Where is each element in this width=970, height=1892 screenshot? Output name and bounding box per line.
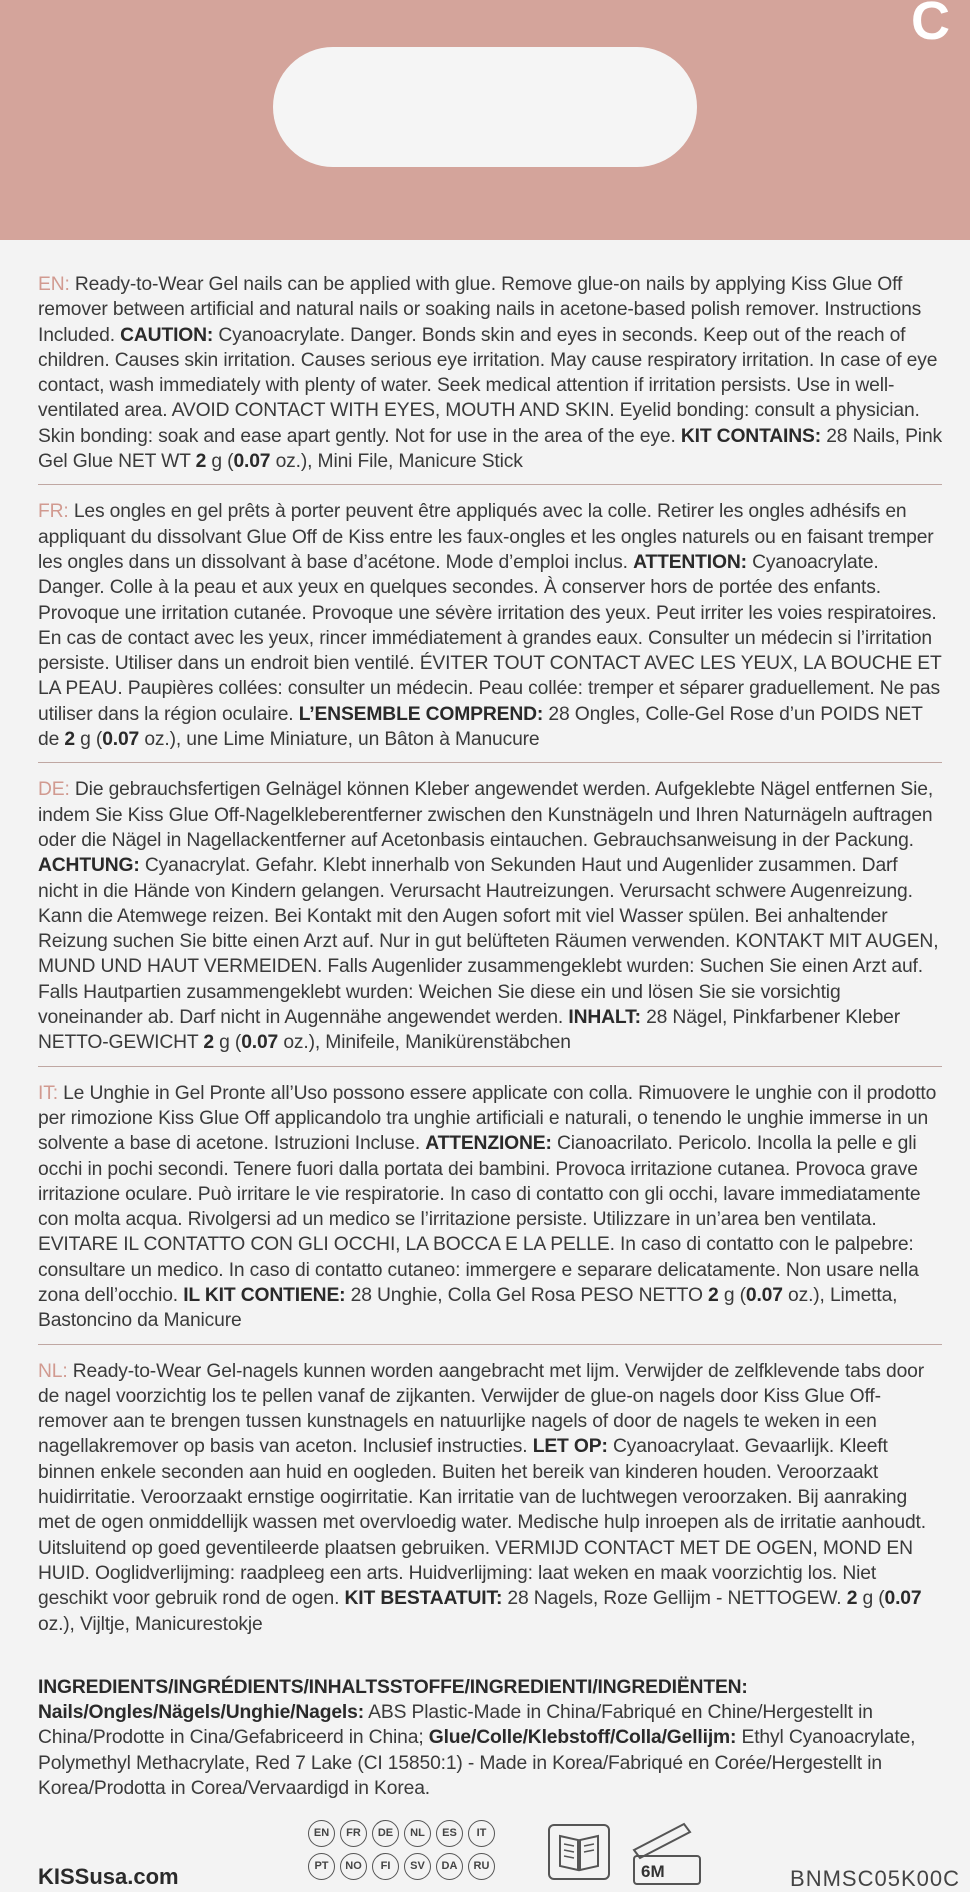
hang-hole [273, 47, 697, 167]
ingredients-block [38, 1675, 942, 1801]
text-segment: g ( [718, 1284, 746, 1306]
language-badge: NO [340, 1853, 367, 1880]
text-segment: Cyanacrylat. Gefahr. Klebt innerhalb von Sekunden Haut und Augenlider zusammen. Darf nicht in die Hände von Kindern gelangen. Verursacht Hautreizungen. Verursacht schwere Augenreizung. Kann die Atemwege reizen. Bei Kontakt mit den Augen sofort mit viel Wasser spülen. Bei anhaltender Reizung suchen Sie bitte einen Arzt auf. Nur in gut belüfteten Räumen verwenden. KONTAKT MIT AUGEN, MUND UND HAUT VERMEIDEN. Falls Augenlider zusammengeklebt wurden: Suchen Sie einen Arzt auf. Falls Hautpartien zusammengeklebt wurden: Weichen Sie diese ein und lösen Sie sie vorsichtig voneinander ab. Darf nicht in Augennähe angewendet werden. [38, 855, 939, 1029]
language-code: DE: [38, 779, 70, 801]
text-segment: 28 Ongles, Colle-Gel Rose d’un POIDS NET de [38, 703, 923, 751]
language-section [38, 1077, 942, 1344]
instructions-content [38, 268, 942, 1801]
text-segment: 28 Nails, Pink Gel Glue NET WT [38, 425, 943, 473]
corner-letter: C [911, 0, 950, 51]
text-segment: g ( [206, 451, 234, 473]
badge-row-1 [308, 1820, 533, 1847]
language-badge: SV [404, 1853, 431, 1880]
language-badge: ES [436, 1820, 463, 1847]
language-section [38, 268, 942, 484]
footer [0, 1820, 970, 1891]
bold-segment: KIT CONTAINS: [680, 425, 822, 447]
brand-url: KISSusa.com [38, 1864, 179, 1889]
text-segment: 28 Unghie, Colla Gel Rosa PESO NETTO [345, 1284, 709, 1306]
text-segment: g ( [857, 1588, 885, 1610]
text-segment: oz.), Mini File, Manicure Stick [270, 451, 523, 473]
bold-segment: ACHTUNG: [38, 855, 140, 877]
language-badge: RU [468, 1853, 495, 1880]
bold-segment: 0.07 [233, 451, 271, 473]
section-divider [38, 484, 942, 485]
text-segment: oz.), Limetta, Bastoncino da Manicure [38, 1284, 898, 1332]
language-code: EN: [38, 274, 70, 295]
text-segment: Le Unghie in Gel Pronte all’Uso possono essere applicate con colla. Rimuovere le unghie con il prodotto per rimozione Kiss Glue Off applicandolo tra unghie artificiali e naturali, o tenendo le unghie immerse in un solvente a base di acetone. Istruzioni Incluse. [38, 1082, 937, 1155]
text-segment: Ready-to-Wear Gel-nagels kunnen worden aangebracht met lijm. Verwijder de zelfklevende tabs door de nagel voorzichtig los te pellen vanaf de zijkanten. Verwijder de glue-on nagels door Kiss Glue Off-remover aan te brengen tussen kunstnagels en natuurlijke nagels of door de nagels te weken in een nagellakremover op basis van aceton. Inclusief instructies. [38, 1360, 924, 1458]
bold-segment: 2 [846, 1588, 858, 1610]
bold-segment: 2 [64, 729, 75, 751]
language-badge: DA [436, 1853, 463, 1880]
bold-segment: 0.07 [102, 729, 140, 751]
text-segment: Ethyl Cyanoacrylate, Polymethyl Methacrylate, Red 7 Lake (CI 15850:1) - Made in Korea/Fabriqué en Corée/Hergestellt in Korea/Prodotta in Corea/Vervaardigd in Korea. [38, 1727, 916, 1800]
language-section [38, 495, 942, 762]
bold-segment: 0.07 [745, 1284, 783, 1306]
text-segment: Les ongles en gel prêts à porter peuvent être appliqués avec la colle. Retirer les ongles adhésifs en appliquant du dissolvant Glue Off de Kiss entre les faux-ongles et les ongles naturels ou en faisant tremper les ongles dans un dissolvant à base d’acétone. Mode d’emploi inclus. [38, 501, 934, 573]
bold-segment: CAUTION: [120, 324, 214, 346]
text-segment: Cianoacrilato. Pericolo. Incolla la pelle e gli occhi in pochi secondi. Tenere fuori dalla portata dei bambini. Provoca irritazione cutanea. Provoca grave irritazione oculare. Può irritare le vie respiratorie. In caso di contatto con gli occhi, lavare immediatamente con molta acqua. Rivolgersi ad un medico se l’irritazione persiste. Utilizzare in un’area ben ventilata. EVITARE IL CONTATTO CON GLI OCCHI, LA BOCCA E LA PELLE. In caso di contatto con le palpebre: consultare un medico. In caso di contatto cutaneo: immergere e separare delicatamente. Non usare nella zona dell’occhio. [38, 1133, 921, 1306]
language-badge: IT [468, 1820, 495, 1847]
text-segment: Cyanoacrylaat. Gevaarlijk. Kleeft binnen enkele seconden aan huid en oogleden. Buiten het bereik van kinderen houden. Veroorzaakt huidirritatie. Veroorzaakt ernstige oogirritatie. Kan irritatie van de luchtwegen veroorzaken. Bij aanraking met de ogen onmiddellijk wassen met overvloedig water. Medische hulp inroepen als de irritatie aanhoudt. Uitsluitend op goed geventileerde plaatsen gebruiken. VERMIJD CONTACT MET DE OGEN, MOND EN HUID. Ooglidverlijming: raadpleeg een arts. Huidverlijming: laat weken en maak voorzichtig los. Niet geschikt voor gebruik rond de ogen. [38, 1436, 926, 1610]
text-segment: 28 Nagels, Roze Gellijm - NETTOGEW. [502, 1588, 847, 1610]
language-badge: EN [308, 1820, 335, 1847]
section-divider [38, 1344, 942, 1345]
bold-segment: IL KIT CONTIENE: [183, 1284, 346, 1306]
bold-segment: 0.07 [884, 1588, 922, 1610]
text-segment: Ready-to-Wear Gel nails can be applied with glue. Remove glue-on nails by applying Kiss Glue Off remover between artificial and natural nails or soaking nails in acetone-based polish remover. Instructions Included. [38, 274, 922, 346]
text-segment: g ( [213, 1032, 242, 1054]
text-segment: Cyanoacrylate. Danger. Colle à la peau et aux yeux en quelques secondes. À conserver hors de portée des enfants. Provoque une irritation cutanée. Provoque une sévère irritation des yeux. Peut irriter les voies respiratoires. En cas de contact avec les yeux, rincer immédiatement à grandes eaux. Consulter un médecin si l’irritation persiste. Utiliser dans un endroit bien ventilé. ÉVITER TOUT CONTACT AVEC LES YEUX, LA BOUCHE ET LA PEAU. Paupières collées: consulter un médecin. Peau collée: tremper et séparer graduellement. Ne pas utiliser dans la région oculaire. [38, 551, 942, 725]
text-segment: Cyanoacrylate. Danger. Bonds skin and eyes in seconds. Keep out of the reach of children. Causes skin irritation. Causes serious eye irritation. May cause respiratory irritation. In case of eye contact, wash immediately with plenty of water. Seek medical attention if irritation persists. Use in well-ventilated area. AVOID CONTACT WITH EYES, MOUTH AND SKIN. Eyelid bonding: consult a physician. Skin bonding: soak and ease apart gently. Not for use in the area of the eye. [38, 324, 938, 447]
language-badges [308, 1820, 533, 1886]
language-badge: FI [372, 1853, 399, 1880]
bold-segment: Nails/Ongles/Nägels/Unghie/Nagels: [38, 1702, 364, 1724]
bold-segment: 0.07 [241, 1032, 279, 1054]
period-after-opening-label: 6M [641, 1862, 665, 1881]
language-badge: NL [404, 1820, 431, 1847]
badge-row-2 [308, 1853, 533, 1880]
text-segment: oz.), Vijltje, Manicurestokje [38, 1613, 263, 1635]
read-instructions-icon [548, 1824, 610, 1880]
bold-segment: KIT BESTAATUIT: [344, 1588, 503, 1610]
bold-segment: Glue/Colle/Klebstoff/Colla/Gellijm: [428, 1727, 737, 1749]
bold-segment: INHALT: [568, 1007, 641, 1029]
bold-segment: 2 [195, 451, 207, 473]
language-section [38, 773, 942, 1065]
language-code: IT: [38, 1082, 58, 1104]
bold-segment: LET OP: [532, 1436, 608, 1458]
language-code: NL: [38, 1360, 68, 1382]
bold-segment: 2 [708, 1284, 719, 1306]
bold-segment: ATTENTION: [633, 551, 747, 573]
text-segment: 28 Nägel, Pinkfarbener Kleber NETTO-GEWICHT [38, 1007, 901, 1054]
language-code: FR: [38, 501, 69, 523]
language-section [38, 1355, 942, 1647]
language-sections [38, 268, 942, 1647]
language-badge: FR [340, 1820, 367, 1847]
packaging-header [0, 0, 970, 240]
section-divider [38, 1066, 942, 1067]
product-code: BNMSC05K00C [790, 1866, 960, 1891]
section-divider [38, 762, 942, 763]
text-segment: Die gebrauchsfertigen Gelnägel können Kleber angewendet werden. Aufgeklebte Nägel entfernen Sie, indem Sie Kiss Glue Off-Nagelkleberentferner zwischen den Kunstnägeln und Ihren Naturnägeln auftragen oder die Nägel in Nagellackentferner auf Acetonbasis eintauchen. Gebrauchsanweisung in der Packung. [38, 779, 934, 851]
text-segment: oz.), Minifeile, Manikürenstäbchen [278, 1032, 571, 1054]
language-badge: PT [308, 1853, 335, 1880]
period-after-opening-icon [628, 1820, 706, 1886]
text-segment: oz.), une Lime Miniature, un Bâton à Manucure [139, 729, 540, 751]
ingredients-text [38, 1700, 942, 1801]
bold-segment: ATTENZIONE: [425, 1133, 552, 1155]
text-segment: ABS Plastic-Made in China/Fabriqué en Chine/Hergestellt in China/Prodotte in Cina/Gefabriceerd in China; [38, 1702, 873, 1749]
ingredients-heading: INGREDIENTS/INGRÉDIENTS/INHALTSSTOFFE/INGREDIENTI/INGREDIËNTEN: [38, 1676, 748, 1698]
text-segment: g ( [74, 729, 103, 751]
bold-segment: L’ENSEMBLE COMPREND: [298, 703, 544, 725]
language-badge: DE [372, 1820, 399, 1847]
bold-segment: 2 [203, 1032, 214, 1054]
